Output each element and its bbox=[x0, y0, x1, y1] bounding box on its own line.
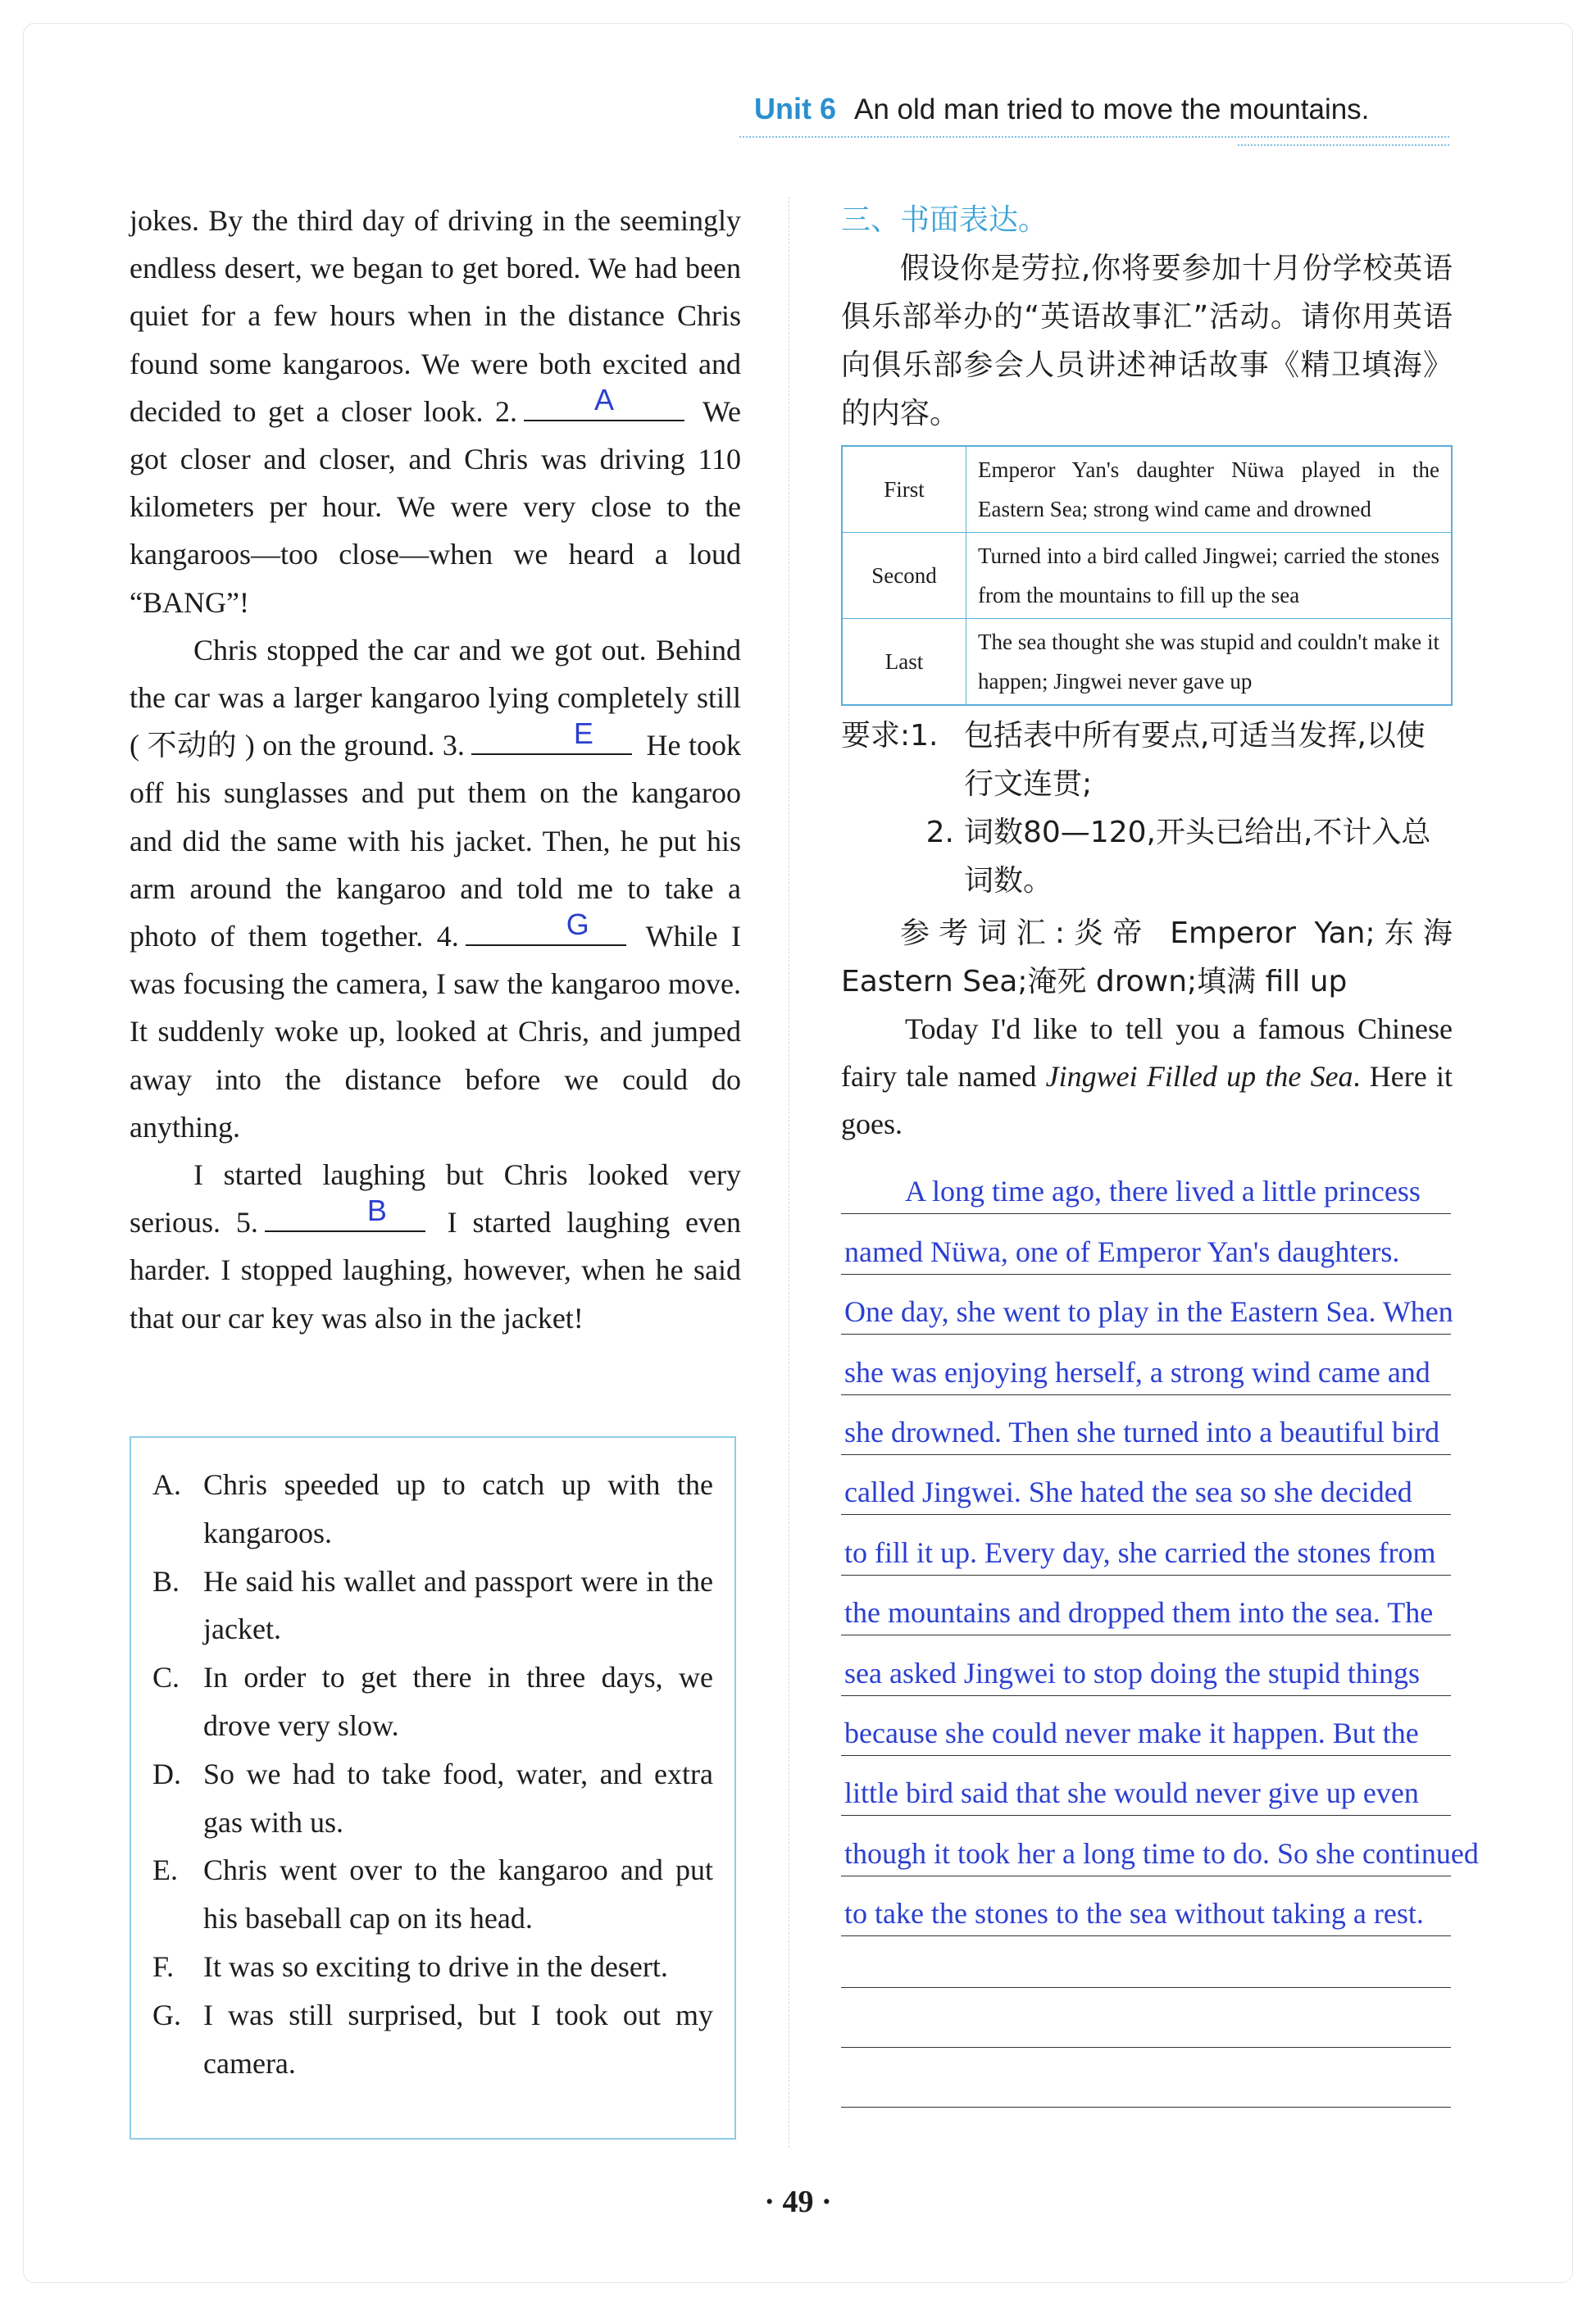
essay-answer[interactable] bbox=[841, 1154, 1521, 1936]
options-box bbox=[130, 1436, 736, 2140]
option-g: G. I was still surprised, but I took out my camera. bbox=[152, 1998, 713, 2080]
essay-line: to fill it up. Every day, she carried the stones from bbox=[841, 1515, 1521, 1575]
answer-3: E bbox=[573, 716, 593, 751]
answer-blank-4[interactable] bbox=[466, 907, 626, 946]
option-e: E. Chris went over to the kangaroo and put his baseball cap on its head. bbox=[152, 1853, 713, 1935]
blank-number: 2. bbox=[495, 394, 518, 428]
passage-paragraph-2 bbox=[130, 626, 741, 1151]
answer-5: B bbox=[366, 1194, 387, 1228]
essay-line: little bird said that she would never give up even bbox=[841, 1756, 1521, 1816]
passage-text: Chris stopped the car and we got out. Behind the car was a larger kangaroo lying completely still ( 不动的 ) on the ground. bbox=[130, 633, 741, 762]
section-title: 三、书面表达。 bbox=[841, 203, 1048, 237]
table-row-label: First bbox=[842, 446, 966, 533]
table-row bbox=[842, 533, 1452, 619]
option-a: A. Chris speeded up to catch up with the kangaroos. bbox=[152, 1468, 713, 1549]
header-rule bbox=[739, 136, 1449, 138]
essay-line: she was enjoying herself, a strong wind came and bbox=[841, 1335, 1521, 1394]
answer-blank-2[interactable] bbox=[524, 382, 684, 421]
essay-line: sea asked Jingwei to stop doing the stupid things bbox=[841, 1635, 1521, 1695]
passage-text: He took off his sunglasses and put them on the kangaroo and did the same with his jacket. Then, he put his arm around the kangaroo and told me to take a photo of them together. bbox=[130, 729, 742, 953]
empty-answer-line[interactable] bbox=[841, 1987, 1451, 1988]
header-rule-secondary bbox=[1238, 144, 1449, 146]
passage-paragraph-1 bbox=[130, 197, 741, 626]
table-row bbox=[842, 619, 1452, 706]
table-row-label: Last bbox=[842, 619, 966, 706]
essay-opening bbox=[841, 1005, 1453, 1148]
essay-line: One day, she went to play in the Eastern Sea. When bbox=[841, 1275, 1521, 1335]
option-f: F. It was so exciting to drive in the desert. bbox=[152, 1949, 668, 1983]
passage-text: jokes. By the third day of driving in the seemingly endless desert, we began to get bored. We had been quiet for a few hours when in the distance Chris found some kangaroos. We were both excited and decided to get a closer look. bbox=[130, 204, 741, 428]
essay-line: named Nüwa, one of Emperor Yan's daughters. bbox=[841, 1214, 1521, 1274]
passage-text: I started laughing but Chris looked very serious. bbox=[130, 1158, 741, 1239]
unit-title: An old man tried to move the mountains. bbox=[854, 93, 1370, 125]
writing-prompt: 假设你是劳拉,你将要参加十月份学校英语俱乐部举办的“英语故事汇”活动。请你用英语向俱乐部参会人员讲述神话故事《精卫填海》的内容。 bbox=[841, 252, 1453, 430]
writing-section bbox=[841, 197, 1453, 438]
reference-text: 参考词汇:炎帝 Emperor Yan;东海 Eastern Sea;淹死 drown;填满 fill up bbox=[841, 916, 1453, 998]
table-row-label: Second bbox=[842, 533, 966, 619]
essay-line: she drowned. Then she turned into a beautiful bird bbox=[841, 1395, 1521, 1455]
blank-number: 5. bbox=[235, 1206, 258, 1239]
answer-4: G bbox=[566, 907, 589, 942]
table-row-text: Turned into a bird called Jingwei; carried the stones from the mountains to fill up the sea bbox=[966, 533, 1453, 619]
blank-number: 3. bbox=[442, 729, 465, 762]
essay-line: because she could never make it happen. But the bbox=[841, 1696, 1521, 1756]
page-header bbox=[754, 92, 1369, 138]
essay-line: the mountains and dropped them into the sea. The bbox=[841, 1576, 1521, 1635]
answer-blank-5[interactable] bbox=[265, 1194, 425, 1232]
essay-line: A long time ago, there lived a little princess bbox=[841, 1154, 1521, 1214]
passage-text: I started laughing even harder. I stopped laughing, however, when he said that our car key was also in the jacket! bbox=[130, 1206, 742, 1335]
answer-blank-3[interactable] bbox=[471, 716, 632, 755]
key-points-table bbox=[841, 445, 1453, 706]
essay-line: to take the stones to the sea without taking a rest. bbox=[841, 1876, 1521, 1936]
empty-answer-line[interactable] bbox=[841, 2047, 1451, 2048]
requirements bbox=[841, 712, 1453, 905]
unit-label: Unit 6 bbox=[754, 92, 837, 125]
passage-paragraph-3 bbox=[130, 1151, 741, 1342]
answer-2: A bbox=[594, 382, 615, 416]
option-c: C. In order to get there in three days, we drove very slow. bbox=[152, 1661, 713, 1742]
option-d: D. So we had to take food, water, and extra gas with us. bbox=[152, 1757, 713, 1839]
passage-text: We got closer and closer, and Chris was driving 110 kilometers per hour. We were very close to the kangaroos—too close—when we heard a loud “BANG”! bbox=[130, 394, 742, 619]
opening-text: Today I'd like to tell you a famous Chinese fairy tale named Jingwei Filled up the Sea. Here it goes. bbox=[841, 1012, 1453, 1140]
passage-text: While I was focusing the camera, I saw the kangaroo move. It suddenly woke up, looked at Chris, and jumped away into the distance before we could do anything. bbox=[130, 920, 742, 1144]
essay-line: called Jingwei. She hated the sea so she decided bbox=[841, 1455, 1521, 1515]
empty-answer-line[interactable] bbox=[841, 2107, 1451, 2108]
essay-line: though it took her a long time to do. So she continued bbox=[841, 1816, 1521, 1876]
option-b: B. He said his wallet and passport were in the jacket. bbox=[152, 1564, 713, 1646]
blank-number: 4. bbox=[436, 920, 459, 953]
table-row-text: The sea thought she was stupid and couldn't make it happen; Jingwei never gave up bbox=[966, 619, 1453, 706]
page-number: · 49 · bbox=[764, 2185, 832, 2219]
requirement-1: 要求:1. 包括表中所有要点,可适当发挥,以使行文连贯; bbox=[841, 719, 1425, 801]
table-row-text: Emperor Yan's daughter Nüwa played in the Eastern Sea; strong wind came and drowned bbox=[966, 446, 1453, 533]
table-row bbox=[842, 446, 1452, 533]
requirement-2: 2. 词数80—120,开头已给出,不计入总词数。 bbox=[925, 816, 1431, 898]
reference-vocabulary bbox=[841, 909, 1453, 1006]
reading-passage bbox=[130, 197, 741, 1342]
